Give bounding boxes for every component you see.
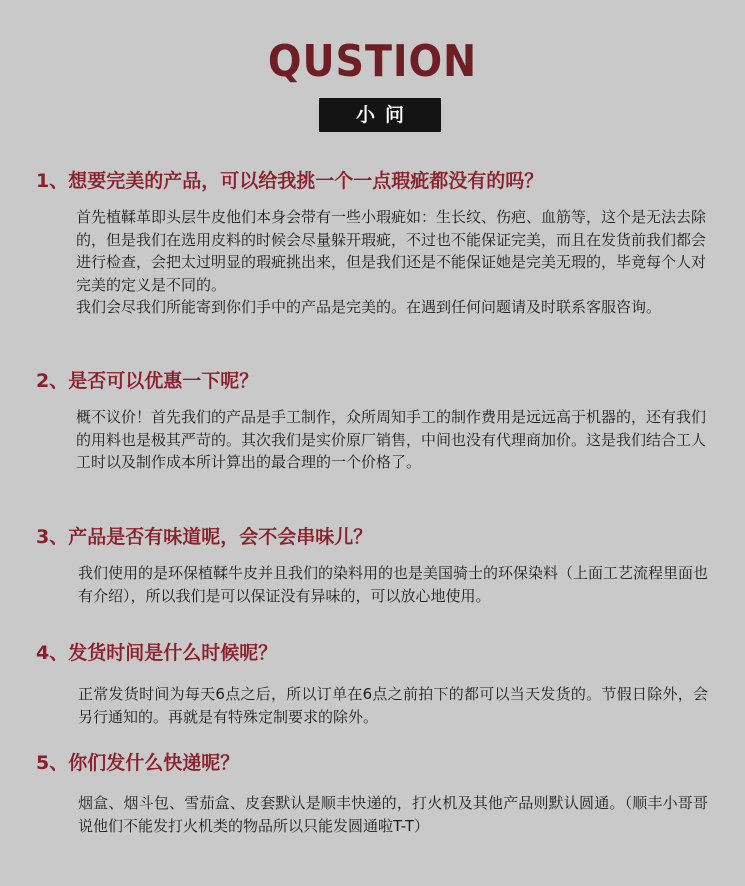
faq-answer-5 <box>78 792 708 837</box>
faq-answer-4-paragraph-1: 正常发货时间为每天6点之后，所以订单在6点之前拍下的都可以当天发货的。节假日除外，会另行通知的。再就是有特殊定制要求的除外。 <box>78 685 708 726</box>
subtitle-badge: 小问 <box>319 98 441 132</box>
faq-answer-2-paragraph-1: 概不议价！首先我们的产品是手工制作，众所周知手工的制作费用是远远高于机器的，还有我们的用料也是极其严苛的。其次我们是实价原厂销售，中间也没有代理商加价。这是我们结合工人工时以及制作成本所计算出的最合理的一个价格了。 <box>76 408 707 471</box>
faq-question-1: 1、想要完美的产品，可以给我挑一个一点瑕疵都没有的吗？ <box>36 170 544 192</box>
faq-question-3: 3、产品是否有味道呢，会不会串味儿？ <box>36 526 373 548</box>
faq-answer-5-paragraph-1: 烟盒、烟斗包、雪茄盒、皮套默认是顺丰快递的，打火机及其他产品则默认圆通。（顺丰小哥哥说他们不能发打火机类的物品所以只能发圆通啦T-T） <box>78 794 708 835</box>
page-title: QUSTION <box>267 36 478 87</box>
faq-answer-1-paragraph-1: 首先植鞣革即头层牛皮他们本身会带有一些小瑕疵如：生长纹、伤疤、血筋等，这个是无法去除的，但是我们在选用皮料的时候会尽量躲开瑕疵，不过也不能保证完美，而且在发货前我们都会进行检查，会把太过明显的瑕疵挑出来，但是我们还是不能保证她是完美无瑕的，毕竟每个人对完美的定义是不同的。 <box>76 208 707 294</box>
faq-answer-3-paragraph-1: 我们使用的是环保植鞣牛皮并且我们的染料用的也是美国骑士的环保染料（上面工艺流程里面也有介绍），所以我们是可以保证没有异味的，可以放心地使用。 <box>78 564 709 605</box>
faq-question-5: 5、你们发什么快递呢？ <box>36 752 240 774</box>
faq-question-4: 4、发货时间是什么时候呢？ <box>36 642 278 664</box>
faq-answer-3 <box>78 562 708 607</box>
faq-answer-1-paragraph-2: 我们会尽我们所能寄到你们手中的产品是完美的。在遇到任何问题请及时联系客服咨询。 <box>76 298 662 316</box>
faq-answer-2 <box>76 406 706 474</box>
faq-answer-1 <box>76 206 706 319</box>
faq-question-2: 2、是否可以优惠一下呢？ <box>36 370 259 392</box>
faq-answer-4 <box>78 683 708 728</box>
